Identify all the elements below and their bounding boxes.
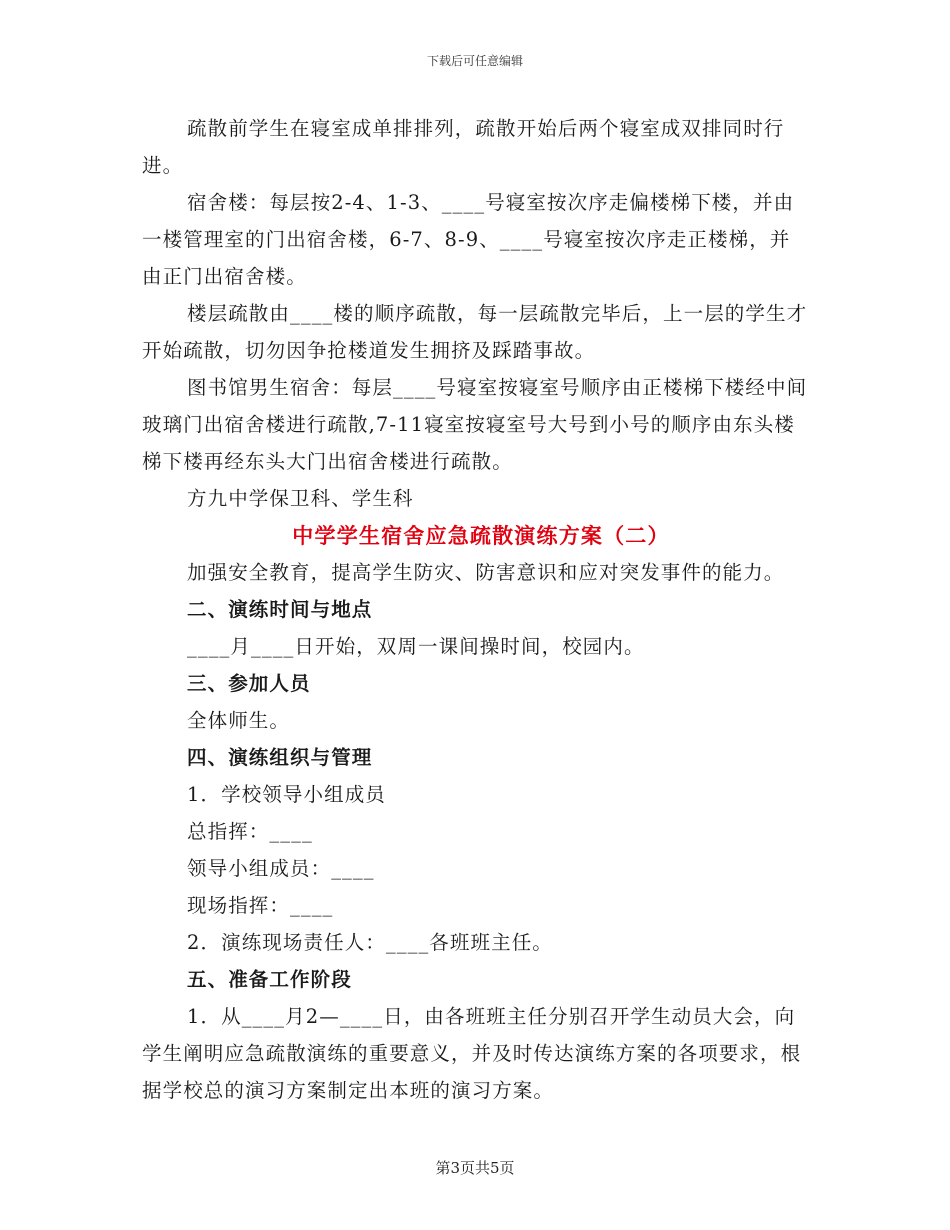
prep-paragraph: 1．从____月2—____日，由各班班主任分别召开学生动员大会，向学生阐明应急疏散演练的重要意义，并及时传达演练方案的各项要求，根据学校总的演习方案制定出本班的演习方案。: [142, 1005, 802, 1102]
paragraph-dorm-building: 宿舍楼：每层按2-4、1-3、____号寝室按次序走偏楼梯下楼，并由一楼管理室的门出宿舍楼，6-7、8-9、____号寝室按次序走正楼梯，并由正门出宿舍楼。: [142, 191, 795, 288]
paragraph-signature: 方九中学保卫科、学生科: [187, 487, 414, 510]
page-header: 下载后可任意编辑: [426, 54, 523, 68]
heading-participants: 三、参加人员: [187, 672, 311, 695]
time-place-text: ____月____日开始，双周一课间操时间，校园内。: [187, 635, 645, 658]
heading-preparation: 五、准备工作阶段: [187, 968, 352, 991]
item-leadership-group: 1．学校领导小组成员: [187, 783, 386, 806]
field-commander-line: 现场指挥：____: [187, 894, 334, 917]
heading-time-place: 二、演练时间与地点: [187, 598, 373, 621]
item-responsible-person: 2．演练现场责任人：____各班班主任。: [187, 931, 553, 954]
document-body: [142, 110, 810, 1109]
members-line: 领导小组成员：____: [187, 857, 375, 880]
paragraph-floor-order: 楼层疏散由____楼的顺序疏散，每一层疏散完毕后，上一层的学生才开始疏散，切勿因争抢楼道发生拥挤及踩踏事故。: [142, 302, 808, 362]
page-footer: 第3页共5页: [435, 1159, 515, 1177]
heading-organization: 四、演练组织与管理: [187, 746, 373, 769]
paragraph-library-dorm: 图书馆男生宿舍：每层____号寝室按寝室号顺序由正楼梯下楼经中间玻璃门出宿舍楼进行疏散,7-11寝室按寝室号大号到小号的顺序由东头楼梯下楼再经东头大门出宿舍楼进行疏散。: [142, 376, 808, 473]
participants-text: 全体师生。: [187, 709, 291, 732]
intro-paragraph: 加强安全教育，提高学生防灾、防害意识和应对突发事件的能力。: [187, 561, 785, 584]
paragraph-line-formation: 疏散前学生在寝室成单排排列，疏散开始后两个寝室成双排同时行进。: [142, 117, 785, 177]
commander-line: 总指挥：____: [187, 820, 313, 843]
section-title: 中学学生宿舍应急疏散演练方案（二）: [292, 523, 670, 548]
